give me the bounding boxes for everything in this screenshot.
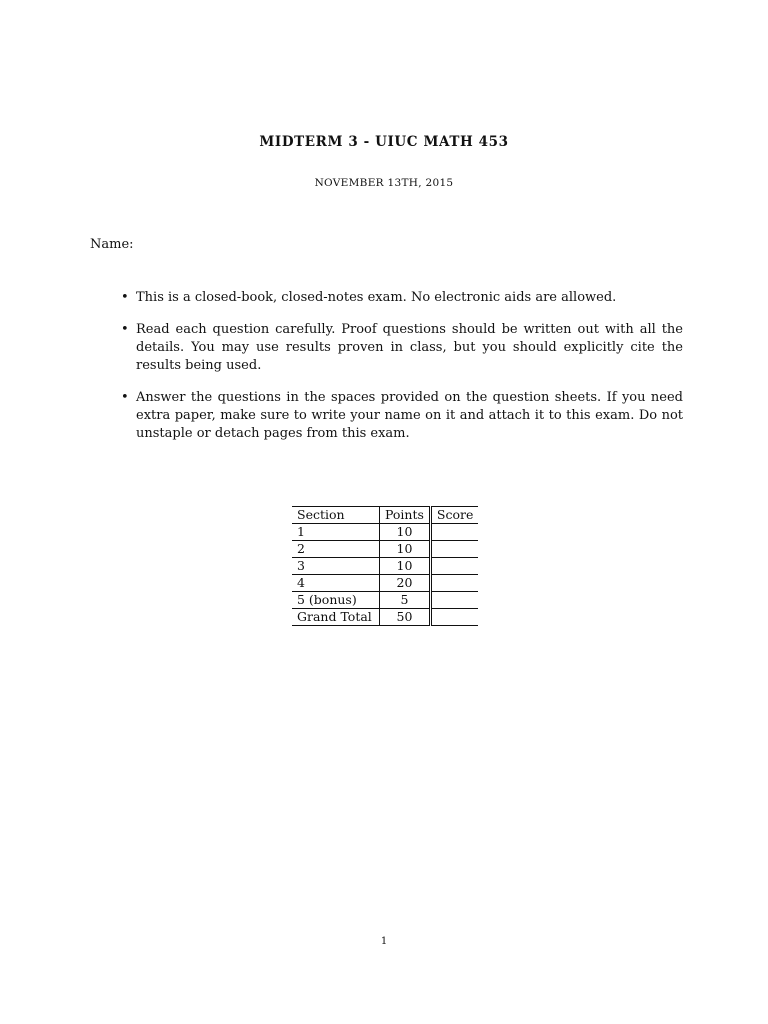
section-cell: 2 — [292, 541, 380, 558]
instruction-item — [118, 321, 683, 375]
page-number: 1 — [380, 936, 388, 947]
instruction-text: This is a closed-book, closed-notes exam. No electronic aids are allowed. — [136, 290, 617, 305]
points-cell: 10 — [380, 541, 431, 558]
section-cell: 1 — [292, 524, 380, 541]
score-table — [292, 506, 478, 626]
points-cell: 10 — [380, 558, 431, 575]
bullet-icon: • — [121, 322, 129, 337]
section-cell: 4 — [292, 575, 380, 592]
instruction-item — [118, 389, 683, 443]
exam-date: NOVEMBER 13TH, 2015 — [314, 177, 454, 189]
score-cell — [430, 524, 478, 541]
score-cell — [430, 575, 478, 592]
points-cell: 10 — [380, 524, 431, 541]
points-cell: 20 — [380, 575, 431, 592]
instruction-text: Read each question carefully. Proof questions should be written out with all the details. You may use results proven in class, but you should explicitly cite the results being used. — [136, 322, 683, 373]
instruction-text: Answer the questions in the spaces provided on the question sheets. If you need extra paper, make sure to write your name on it and attach it to this exam. Do not unstaple or detach pages from this exam. — [136, 390, 683, 441]
instruction-item — [118, 289, 683, 307]
score-cell — [430, 592, 478, 609]
points-cell: 50 — [380, 609, 431, 626]
section-cell: 3 — [292, 558, 380, 575]
column-header-points: Points — [380, 507, 431, 524]
section-cell: 5 (bonus) — [292, 592, 380, 609]
score-cell — [430, 558, 478, 575]
score-cell — [430, 609, 478, 626]
table-row — [292, 524, 478, 541]
exam-title: MIDTERM 3 - UIUC MATH 453 — [259, 134, 509, 150]
table-row — [292, 592, 478, 609]
score-cell — [430, 541, 478, 558]
table-row — [292, 541, 478, 558]
instructions-list — [118, 289, 683, 457]
table-row-grand-total — [292, 609, 478, 626]
bullet-icon: • — [121, 390, 129, 405]
points-cell: 5 — [380, 592, 431, 609]
table-row — [292, 575, 478, 592]
name-label: Name: — [90, 237, 134, 252]
bullet-icon: • — [121, 290, 129, 305]
section-cell: Grand Total — [292, 609, 380, 626]
table-header-row — [292, 507, 478, 524]
table-row — [292, 558, 478, 575]
column-header-section: Section — [292, 507, 380, 524]
column-header-score: Score — [430, 507, 478, 524]
